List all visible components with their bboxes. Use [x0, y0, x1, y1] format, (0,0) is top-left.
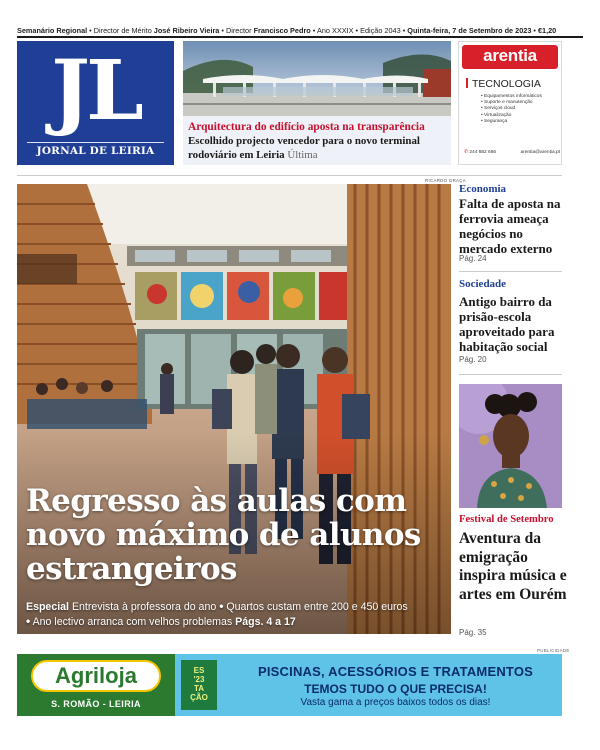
arentia-phone: 244 882 666: [469, 150, 497, 155]
arentia-brand: arentia: [462, 45, 558, 69]
cover-story[interactable]: [17, 184, 451, 634]
cover-item: Quartos custam entre 200 e 450 euros: [226, 601, 408, 613]
agriloja-title: PISCINAS, ACESSÓRIOS E TRATAMENTOS: [257, 664, 533, 679]
masthead-info-bar: Semanário Regional • Director de Mérito José Ribeiro Vieira • Director Francisco Pedro • Ano XXXIX • Edição 2043 • Quinta-feira, 7 de Setembro de 2023 • €1,20: [17, 26, 557, 35]
expo-line: TA: [193, 684, 205, 693]
masthead-weekly-label: Semanário Regional: [17, 26, 88, 35]
architecture-teaser[interactable]: [183, 41, 451, 165]
expo-line: ÇÃO: [190, 693, 208, 702]
column-divider: [459, 374, 562, 375]
arentia-services-list: [481, 94, 542, 125]
society-page: Pág. 20: [459, 355, 487, 364]
festival-page: Pág. 35: [459, 628, 487, 637]
agriloja-location: S. ROMÃO - LEIRIA: [51, 699, 141, 709]
society-section-label: Sociedade: [459, 278, 507, 290]
cover-pages: Págs. 4 a 17: [235, 616, 296, 628]
agriloja-advert[interactable]: [17, 654, 562, 716]
arentia-website[interactable]: arentia@arentia.pt: [520, 150, 560, 155]
society-headline[interactable]: Antigo bairro da prisão-escola aproveitado para habitação social: [459, 294, 555, 354]
masthead-price: €1,20: [537, 26, 557, 35]
cover-subtitle: [26, 599, 446, 629]
architecture-summary: [188, 135, 450, 162]
column-divider: [459, 271, 562, 272]
masthead-divider: [17, 36, 583, 38]
masthead-director: Francisco Pedro: [253, 26, 311, 35]
cover-item: Ano lectivo arranca com velhos problemas: [32, 616, 233, 628]
estacao-23-badge: [181, 660, 217, 710]
economy-page: Pág. 24: [459, 254, 487, 263]
masthead-director-label: Director: [225, 26, 252, 35]
arentia-category-label: TECNOLOGIA: [472, 78, 541, 90]
masthead-merit-director: José Ribeiro Vieira: [153, 26, 220, 35]
masthead-year: Ano XXXIX: [316, 26, 354, 35]
photo-credit: RICARDO GRAÇA: [425, 178, 466, 183]
masthead-date: Quinta-feira, 7 de Setembro de 2023: [407, 26, 532, 35]
agriloja-logo: Agriloja: [31, 660, 161, 692]
logo-initials: JL: [51, 43, 140, 139]
cover-item: Entrevista à professora do ano: [71, 601, 217, 613]
expo-line: ES: [193, 666, 205, 675]
architecture-summary-text: Escolhido projecto vencedor para o novo terminal rodoviário em Leiria: [188, 135, 420, 161]
expo-line: '23: [193, 675, 205, 684]
cover-headline: Regresso às aulas com novo máximo de alunos estrangeiros: [26, 483, 421, 587]
arentia-advert[interactable]: [458, 41, 562, 165]
arentia-service: • Serviços cloud: [481, 106, 542, 112]
arentia-category: [466, 78, 541, 90]
arentia-service: • Segurança: [481, 119, 542, 125]
festival-headline[interactable]: Aventura da emigração inspira música e artes em Ourém: [459, 530, 567, 603]
architecture-section: Última: [287, 148, 318, 161]
agriloja-tagline: Vasta gama a preços baixos todos os dias!: [300, 697, 491, 708]
arentia-service: • Virtualização: [481, 113, 542, 119]
cover-kicker: Especial: [26, 601, 69, 613]
phone-icon: ✆: [464, 150, 469, 155]
bullet-icon: •: [26, 614, 31, 628]
bus-terminal-render-image: [183, 41, 451, 116]
logo-wordmark: JORNAL DE LEIRIA: [36, 145, 155, 157]
agriloja-message-panel: [175, 654, 562, 716]
arentia-service: • Equipamentos informáticos: [481, 94, 542, 100]
section-divider: [17, 175, 562, 176]
festival-section-label: Festival de Setembro: [459, 514, 554, 525]
architecture-headline: Arquitectura do edifício aposta na transparência: [188, 121, 425, 133]
economy-headline[interactable]: Falta de aposta na ferrovia ameaça negócios no mercado externo: [459, 196, 561, 256]
agriloja-slogan: TEMOS TUDO O QUE PRECISA!: [304, 682, 487, 696]
arentia-accent-bar: [466, 78, 468, 88]
arentia-contacts: [464, 150, 560, 155]
economy-section-label: Economia: [459, 183, 507, 195]
agriloja-brand-panel: [17, 654, 175, 716]
singer-portrait-image: [459, 384, 562, 508]
logo-divider: [27, 142, 164, 143]
advert-label: PUBLICIDADE: [537, 648, 570, 653]
newspaper-logo[interactable]: [17, 41, 174, 165]
masthead-merit-director-label: Director de Mérito: [93, 26, 152, 35]
arentia-service: • Suporte e manutenção: [481, 100, 542, 106]
masthead-edition: Edição 2043: [360, 26, 401, 35]
bullet-icon: •: [219, 599, 224, 613]
